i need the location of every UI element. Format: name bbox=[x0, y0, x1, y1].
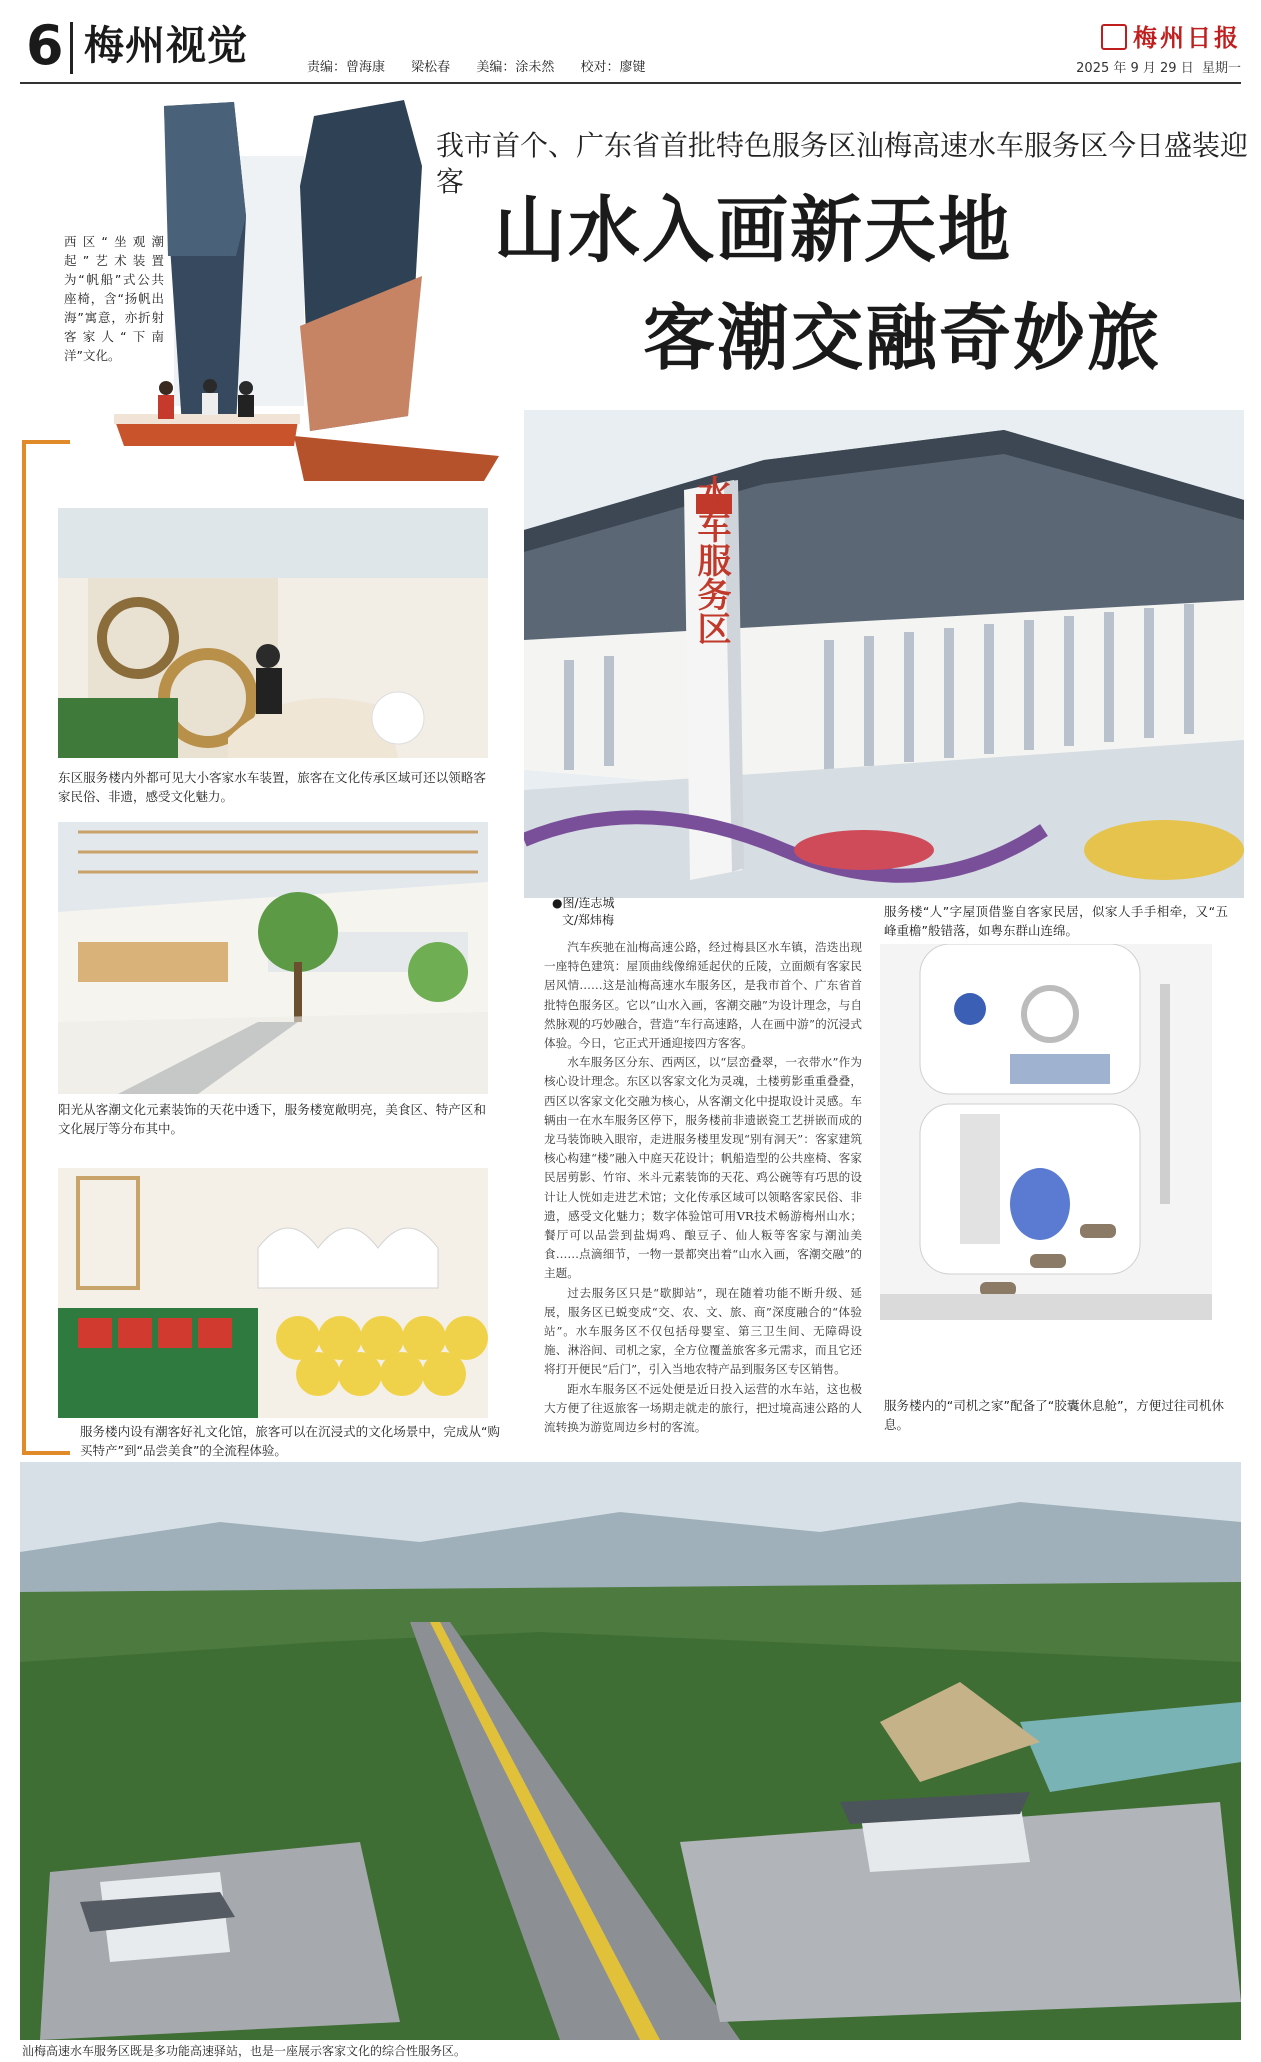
decorative-bracket-bottom bbox=[22, 1451, 70, 1455]
article-body bbox=[544, 938, 862, 1437]
atrium-photo bbox=[58, 822, 488, 1094]
issue-date bbox=[1076, 57, 1241, 76]
credit-editor-2: 梁松春 bbox=[411, 60, 451, 75]
photo-credit: ●图/连志城 bbox=[552, 896, 615, 910]
headline-title-line2: 客潮交融奇妙旅 bbox=[643, 295, 1162, 380]
article-paragraph: 过去服务区只是“歇脚站”，现在随着功能不断升级、延展，服务区已蜕变成“交、农、文、旅、商”深度融合的“体验站”。水车服务区不仅包括母婴室、第三卫生间、无障碍设施、淋浴间、司机之家，全方位覆盖旅客多元需求，而且它还将打开便民“后门”，引入当地农特产品到服务区专区销售。 bbox=[544, 1285, 862, 1377]
capsule-caption: 服务楼内的“司机之家”配备了“胶囊休息舱”，方便过往司机休息。 bbox=[884, 1398, 1224, 1432]
article-paragraph: 水车服务区分东、西两区，以“层峦叠翠，一衣带水”作为核心设计理念。东区以客家文化为灵魂，土楼剪影重重叠叠，西区以客家文化交融为核心，从客潮文化中提取设计灵感。车辆由一在水车服务区停下，服务楼前非遗嵌瓷工艺拼嵌而成的龙马装饰映入眼帘，走进服务楼里发现“别有洞天”：客家建筑核心构建“楼”融入中庭天花设计；帆船造型的公共座椅、客家民居剪影、竹帘、米斗元素装饰的天花、鸡公碗等有巧思的设计让人恍如走进艺术馆；文化传承区域可以领略客家民俗、非遗，感受文化魅力；数字体验馆可用VR技术畅游梅州山水；餐厅可以品尝到盐焗鸡、酿豆子、仙人粄等客家与潮汕美食……点滴细节，一物一景都突出着“山水入画，客潮交融”的主题。 bbox=[544, 1055, 862, 1281]
credit-editor: 责编：曾海康 bbox=[307, 60, 386, 75]
article-paragraph: 汽车疾驰在汕梅高速公路，经过梅县区水车镇，浩迭出现一座特色建筑：屋顶曲线像绵延起伏的丘陵，立面颇有客家民居风情……这是汕梅高速水车服务区，是我市首个、广东省首批特色服务区。它以“山水入画，客潮交融”为设计理念，与自然脉观的巧妙融合，营造“车行高速路，人在画中游”的沉浸式体验。今日，它正式开通迎接四方客客。 bbox=[544, 940, 862, 1051]
section-title: 梅州视觉 bbox=[84, 23, 248, 69]
decorative-bracket-top bbox=[22, 440, 70, 444]
atrium-caption: 阳光从客潮文化元素装饰的天花中透下，服务楼宽敞明亮，美食区、特产区和文化展厅等分布其中。 bbox=[58, 1102, 486, 1136]
credit-proofreader: 校对：廖键 bbox=[580, 60, 646, 75]
header-rule bbox=[20, 82, 1241, 84]
aerial-photo bbox=[20, 1462, 1241, 2040]
page-number: 6 bbox=[26, 14, 64, 77]
date-text: 2025 年 9 月 29 日 bbox=[1076, 61, 1194, 76]
newspaper-logo bbox=[1101, 18, 1241, 53]
capsule-photo bbox=[880, 944, 1212, 1320]
building-sign: 水车服务区 bbox=[691, 475, 731, 645]
decorative-bracket bbox=[22, 440, 26, 1455]
building-caption: 服务楼“人”字屋顶借鉴自客家民居，似家人手手相牵，又“五峰重檐”般错落，如粤东群山连绵。 bbox=[884, 904, 1228, 938]
sculpture-caption: 西区“坐观潮起”艺术装置为“帆船”式公共座椅，含“扬帆出海”寓意，亦折射客家人“下南洋”文化。 bbox=[64, 234, 164, 363]
editor-credits bbox=[307, 56, 667, 75]
byline bbox=[552, 895, 615, 929]
logo-text: 梅州日报 bbox=[1133, 24, 1241, 52]
building-photo bbox=[524, 410, 1244, 898]
headline-subtitle: 我市首个、广东省首批特色服务区汕梅高速水车服务区今日盛装迎客 bbox=[436, 129, 1249, 198]
shop-caption: 服务楼内设有潮客好礼文化馆，旅客可以在沉浸式的文化场景中，完成从“购买特产”到“品尝美食”的全流程体验。 bbox=[80, 1424, 500, 1458]
credit-designer: 美编：涂未然 bbox=[476, 60, 555, 75]
article-paragraph: 距水车服务区不远处便是近日投入运营的水车站，这也极大方便了往返旅客一场期走就走的旅行，把过境高速公路的人流转换为游览周边乡村的客流。 bbox=[544, 1381, 862, 1435]
east-hall-photo bbox=[58, 508, 488, 758]
weekday-text: 星期一 bbox=[1201, 61, 1241, 76]
header-divider bbox=[70, 22, 73, 74]
east-hall-caption: 东区服务楼内外都可见大小客家水车装置，旅客在文化传承区域可还以领略客家民俗、非遗，感受文化魅力。 bbox=[58, 770, 486, 804]
headline-title-line1: 山水入画新天地 bbox=[494, 187, 1013, 272]
aerial-caption: 汕梅高速水车服务区既是多功能高速驿站，也是一座展示客家文化的综合性服务区。 bbox=[22, 2044, 467, 2058]
text-credit: 文/郑炜梅 bbox=[562, 913, 615, 927]
shop-photo bbox=[58, 1168, 488, 1418]
logo-icon bbox=[1101, 24, 1127, 50]
